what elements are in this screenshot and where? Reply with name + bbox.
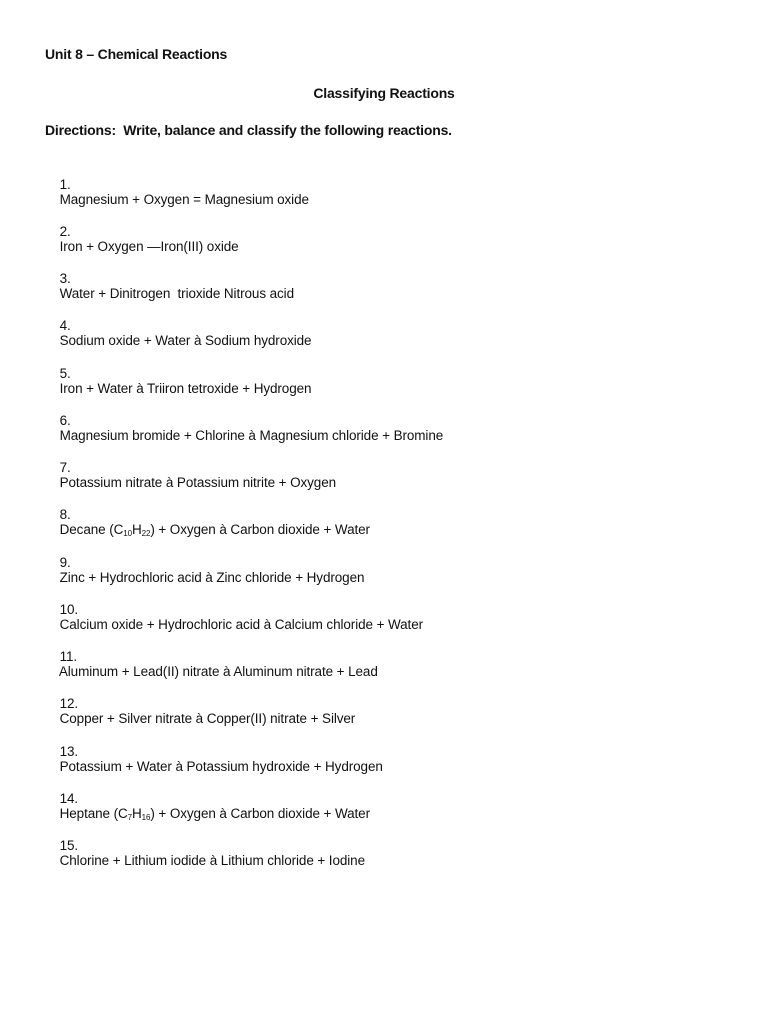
reaction-number: 3. — [59, 271, 71, 286]
reaction-number: 14. — [59, 791, 79, 806]
reaction-text: Magnesium bromide + Chlorine à Magnesium chloride + Bromine — [59, 428, 444, 443]
reaction-text: Iron + Oxygen —Iron(III) oxide — [59, 239, 239, 254]
reaction-text: Aluminum + Lead(II) nitrate à Aluminum nitrate + Lead — [58, 664, 378, 679]
reaction-item-15 — [45, 823, 365, 883]
unit-title: Unit 8 – Chemical Reactions — [45, 46, 228, 62]
reaction-text: Chlorine + Lithium iodide à Lithium chloride + Iodine — [59, 853, 365, 868]
reaction-number: 6. — [59, 413, 71, 428]
carbon-subscript: 10 — [123, 529, 132, 538]
reaction-number: 4. — [59, 318, 71, 333]
reaction-number: 5. — [59, 366, 71, 381]
reaction-number: 1. — [59, 177, 71, 192]
reaction-number: 13. — [59, 744, 79, 759]
reaction-text-prefix: Heptane (C — [59, 806, 128, 821]
reaction-text: Calcium oxide + Hydrochloric acid à Calcium chloride + Water — [59, 617, 424, 632]
reaction-number: 2. — [59, 224, 71, 239]
reaction-number: 10. — [59, 602, 79, 617]
reaction-number: 15. — [59, 838, 79, 853]
reaction-text-suffix: ) + Oxygen à Carbon dioxide + Water — [150, 806, 370, 821]
reaction-number: 7. — [59, 460, 71, 475]
reaction-text: Sodium oxide + Water à Sodium hydroxide — [59, 333, 312, 348]
reaction-text: Potassium + Water à Potassium hydroxide + Hydrogen — [59, 759, 383, 774]
reaction-text: Potassium nitrate à Potassium nitrite + Oxygen — [59, 475, 337, 490]
reaction-number: 8. — [59, 507, 71, 522]
reaction-text — [60, 522, 370, 537]
reaction-number: 11. — [59, 649, 78, 664]
directions-text: Directions: Write, balance and classify the following reactions. — [45, 122, 452, 138]
reaction-text-suffix: ) + Oxygen à Carbon dioxide + Water — [150, 522, 370, 537]
carbon-subscript: 7 — [127, 813, 133, 822]
reaction-text: Iron + Water à Triiron tetroxide + Hydrogen — [59, 381, 312, 396]
reaction-text — [60, 806, 370, 821]
reaction-text-mid: H — [131, 522, 142, 537]
reaction-number: 12. — [59, 696, 79, 711]
hydrogen-subscript: 22 — [141, 529, 151, 538]
reaction-text: Magnesium + Oxygen = Magnesium oxide — [59, 192, 309, 207]
reaction-number: 9. — [59, 555, 71, 570]
reaction-text-prefix: Decane (C — [59, 522, 124, 537]
hydrogen-subscript: 16 — [141, 813, 151, 822]
reaction-text: Zinc + Hydrochloric acid à Zinc chloride + Hydrogen — [59, 570, 365, 585]
section-title: Classifying Reactions — [313, 85, 455, 101]
reaction-text: Copper + Silver nitrate à Copper(II) nitrate + Silver — [59, 711, 356, 726]
reaction-text: Water + Dinitrogen trioxide Nitrous acid — [59, 286, 294, 301]
reaction-text-mid: H — [132, 806, 142, 821]
